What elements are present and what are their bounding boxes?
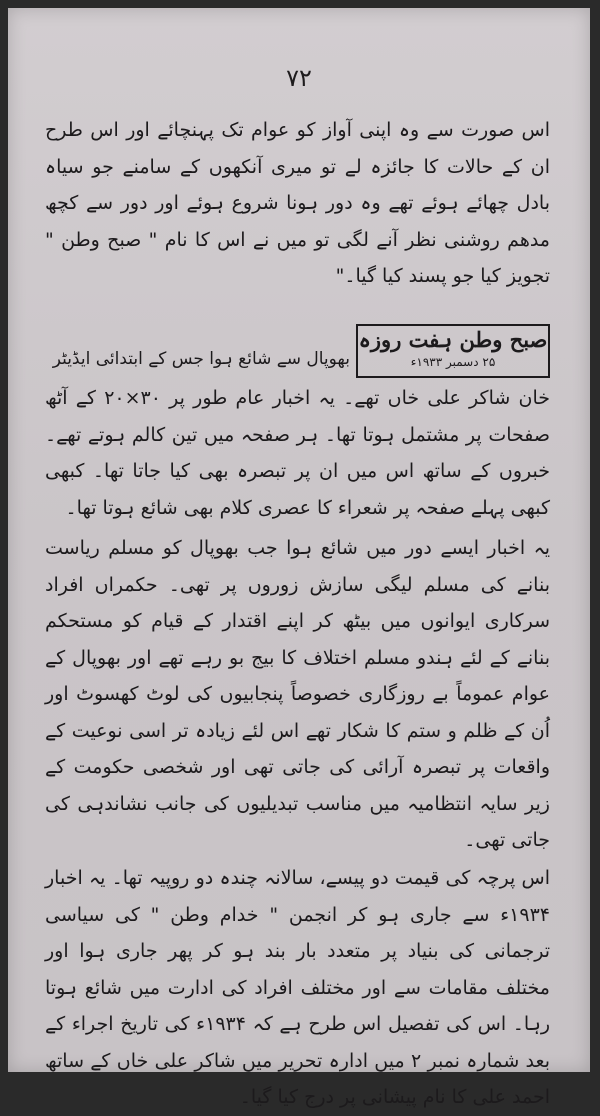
paragraph-4: اس پرچہ کی قیمت دو پیسے، سالانہ چندہ دو روپیہ تھا۔ یہ اخبار ۱۹۳۴ء سے جاری ہو کر انجمن " خدام وطن " کی سیاسی ترجمانی کی بنیاد پر متعدد بار بند ہو کر پھر جاری ہوا اور مختلف مقامات سے اور مختلف افراد کی ادارت میں شائع ہوتا رہا۔ اس کی تفصیل اس طرح ہے کہ ۱۹۳۴ء کی تاریخ اجراء کے بعد شمارہ نمبر ۲ میں ادارہ تحریر میں شاکر علی خاں کے ساتھ احمد علی کا نام پیشانی پر درج کیا گیا۔ bbox=[45, 867, 551, 1108]
newspaper-date: ۲۵ دسمبر ۱۹۳۳ء bbox=[410, 355, 496, 369]
document-page bbox=[8, 8, 590, 1108]
newspaper-title: صبح وطن ہفت روزہ bbox=[358, 327, 548, 352]
paragraph-2: خان شاکر علی خاں تھے۔ یہ اخبار عام طور پر ۳۰×۲۰ کے آٹھ صفحات پر مشتمل ہوتا تھا۔ ہر صفحہ میں تین کالم ہوتے تھے۔ خبروں کے ساتھ اس میں ان پر تبصرہ بھی کیا جاتا تھا۔ کبھی کبھی پہلے صفحہ پر شعراء کا عصری کلام بھی شائع ہوتا تھا۔ bbox=[45, 387, 550, 519]
paragraph-3: یہ اخبار ایسے دور میں شائع ہوا جب بھوپال کو مسلم ریاست بنانے کی مسلم لیگی سازش زوروں پر تھی۔ حکمراں افراد سرکاری ایوانوں میں بیٹھ کر اپنے اقتدار کے قیام کو مستحکم بنانے کے لئے ہندو مسلم اختلاف کا بیج بو رہے تھے اور بھوپال کے عوام عموماً بے روزگاری خصوصاً پنجابیوں کی لوٹ کھسوٹ اور اُن کے ظلم و ستم کا شکار تھے اس لئے زیادہ تر اسی نوعیت کے واقعات پر تبصرہ آرائی کی جاتی تھی اور شخصی حکومت کے زیر سایہ انتظامیہ میں مناسب تبدیلیوں کی جانب نشاندہی کی جاتی تھی۔ bbox=[45, 537, 550, 851]
newspaper-heading-box bbox=[356, 324, 550, 378]
page-number: ۷۲ bbox=[286, 64, 312, 92]
paragraph-1: اس صورت سے وہ اپنی آواز کو عوام تک پہنچائے اور اس طرح ان کے حالات کا جائزہ لے تو میری آنکھوں کے سامنے جو سیاہ بادل چھائے ہوئے تھے وہ دور ہونا شروع ہوئے اور دور سے کچھ مدھم روشنی نظر آنے لگی تو میں نے اس کا نام " صبح وطن " تجویز کیا جو پسند کیا گیا۔" bbox=[45, 119, 550, 287]
paragraph-2-lead: بھوپال سے شائع ہوا جس کے ابتدائی ایڈیٹر bbox=[52, 349, 350, 369]
